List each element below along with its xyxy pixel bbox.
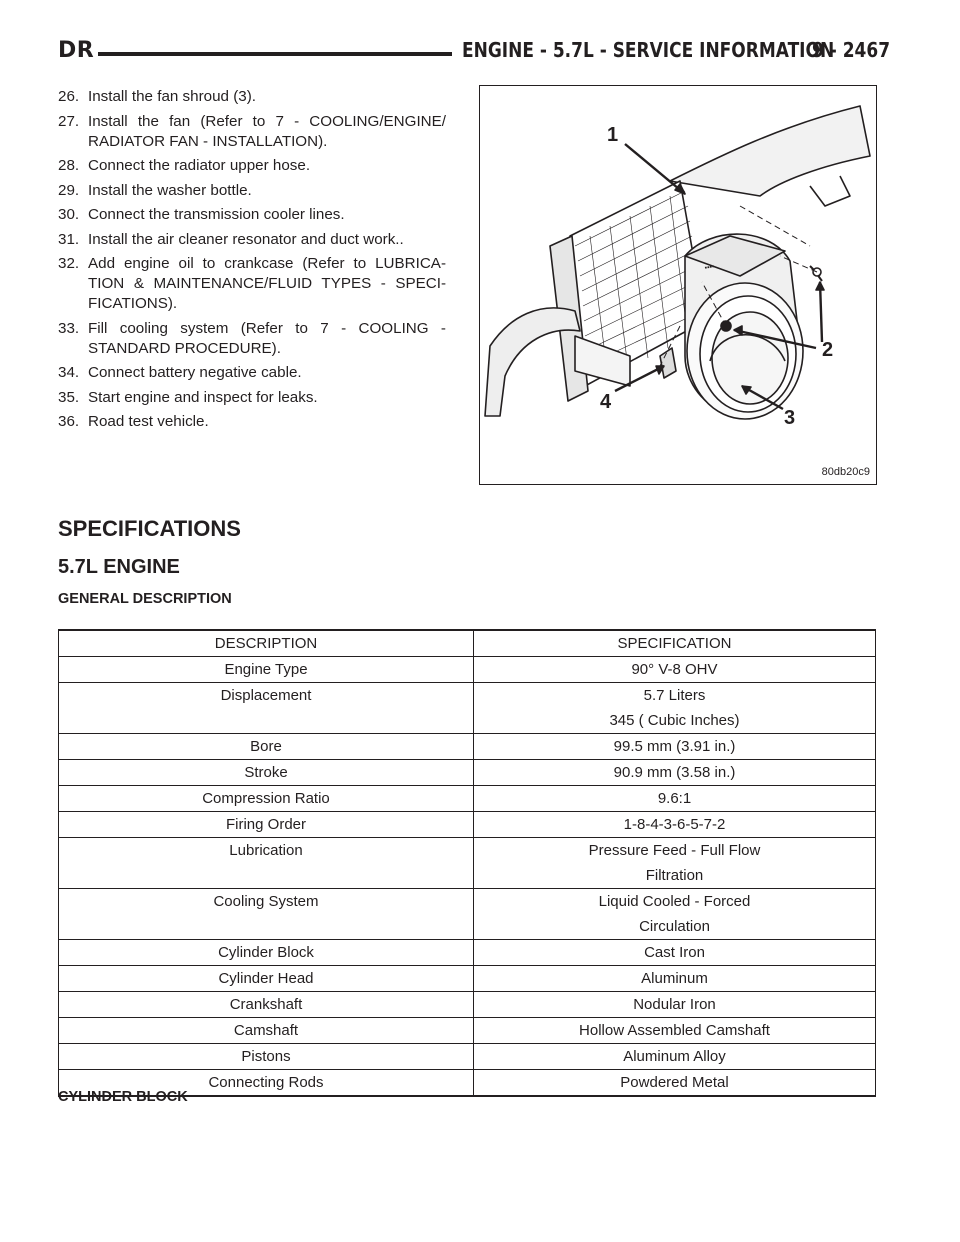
specification-cell [474, 812, 876, 838]
table-row [59, 657, 876, 683]
procedure-step [58, 254, 446, 314]
specification-value: 90° V-8 OHV [631, 661, 718, 678]
specification-value: Circulation [639, 918, 710, 935]
heading-general-description: GENERAL DESCRIPTION [58, 591, 232, 607]
fan-shroud-drawing [480, 86, 876, 484]
heading-specifications: SPECIFICATIONS [58, 516, 241, 541]
specification-value: Nodular Iron [633, 996, 716, 1013]
specification-value: 1-8-4-3-6-5-7-2 [623, 816, 726, 833]
table-row [59, 992, 876, 1018]
description-cell: Cylinder Head [59, 966, 474, 992]
description-cell: Cooling System [59, 889, 474, 940]
step-text: Fill cooling system (Refer to 7 - COOLING - STANDARD PROCEDURE). [88, 319, 446, 357]
table-row [59, 889, 876, 940]
description-cell: Camshaft [59, 1018, 474, 1044]
step-number: 36. [58, 413, 80, 430]
procedure-step [58, 230, 446, 250]
procedure-step [58, 156, 446, 176]
specification-value: Filtration [645, 867, 704, 884]
table-row [59, 966, 876, 992]
specification-cell [474, 683, 876, 734]
specification-cell [474, 1070, 876, 1097]
specification-cell [474, 1044, 876, 1070]
fan-shroud-illustration [479, 85, 877, 485]
step-number: 27. [58, 112, 80, 130]
description-cell: Compression Ratio [59, 786, 474, 812]
specification-cell [474, 1018, 876, 1044]
step-number: 29. [58, 181, 80, 199]
specification-cell [474, 838, 876, 889]
description-cell: Pistons [59, 1044, 474, 1070]
header-title: ENGINE - 5.7L - SERVICE INFORMATION [462, 38, 835, 62]
heading-engine: 5.7L ENGINE [58, 556, 180, 578]
specification-value: 345 ( Cubic Inches) [609, 712, 740, 729]
specification-cell [474, 657, 876, 683]
table-row [59, 1018, 876, 1044]
description-cell: Crankshaft [59, 992, 474, 1018]
specification-value: 99.5 mm (3.91 in.) [613, 738, 736, 755]
step-text: Install the fan (Refer to 7 - COOLING/ENGINE/ RADIATOR FAN - INSTALLATION). [88, 112, 446, 150]
specification-cell [474, 889, 876, 940]
specification-cell [474, 760, 876, 786]
description-cell: Stroke [59, 760, 474, 786]
specification-value: Aluminum Alloy [623, 1048, 726, 1065]
description-cell: Connecting Rods [59, 1070, 474, 1097]
specification-value: Pressure Feed - Full Flow [588, 842, 761, 859]
specification-value: Cast Iron [644, 944, 705, 961]
procedure-step [58, 412, 446, 432]
specification-value: 5.7 Liters [643, 687, 706, 704]
specification-cell [474, 992, 876, 1018]
table-row [59, 734, 876, 760]
step-number: 32. [58, 255, 80, 272]
svg-text:▪▪▪▪: ▪▪▪▪ [704, 263, 716, 272]
step-text: Connect the transmission cooler lines. [88, 206, 345, 223]
specification-value: Hollow Assembled Camshaft [579, 1022, 770, 1039]
callout-2: 2 [822, 339, 834, 361]
procedure-step [58, 112, 446, 152]
specification-value: Powdered Metal [620, 1074, 729, 1091]
callout-4: 4 [600, 391, 612, 413]
procedure-step [58, 319, 446, 359]
description-cell: Lubrication [59, 838, 474, 889]
table-row [59, 786, 876, 812]
procedure-step [58, 87, 446, 107]
figure-code: 80db20c9 [821, 466, 870, 478]
table-row [59, 1044, 876, 1070]
step-number: 31. [58, 230, 80, 248]
header-page-number: 9 - 2467 [812, 38, 891, 62]
step-number: 33. [58, 319, 80, 337]
description-cell: Displacement [59, 683, 474, 734]
step-text: Road test vehicle. [88, 413, 209, 430]
step-text: Connect the radiator upper hose. [88, 157, 311, 174]
step-text: Install the fan shroud (3). [88, 88, 256, 105]
step-text: Install the air cleaner resonator and duct work.. [88, 230, 404, 248]
step-text: Connect battery negative cable. [88, 364, 302, 381]
callout-1: 1 [607, 124, 619, 146]
column-header-description: DESCRIPTION [59, 630, 474, 657]
column-header-specification: SPECIFICATION [474, 630, 876, 657]
procedure-step [58, 181, 446, 201]
header-section-code: DR [58, 38, 95, 63]
step-number: 34. [58, 364, 80, 381]
specification-value: 90.9 mm (3.58 in.) [613, 764, 736, 781]
specification-value: Aluminum [641, 970, 708, 987]
table-row [59, 812, 876, 838]
step-text: Start engine and inspect for leaks. [88, 388, 318, 406]
step-number: 30. [58, 206, 80, 223]
step-number: 28. [58, 157, 80, 174]
procedure-step [58, 388, 446, 408]
heading-cylinder-block: CYLINDER BLOCK [58, 1089, 188, 1105]
description-cell: Firing Order [59, 812, 474, 838]
header-rule [98, 52, 452, 56]
procedure-step [58, 363, 446, 383]
table-header-row [59, 630, 876, 657]
step-number: 26. [58, 88, 80, 105]
table-row [59, 838, 876, 889]
table-row [59, 940, 876, 966]
specification-cell [474, 966, 876, 992]
table-row [59, 683, 876, 734]
table-body [59, 657, 876, 1097]
general-description-table [58, 629, 876, 1097]
step-text: Install the washer bottle. [88, 181, 252, 199]
table-row [59, 760, 876, 786]
description-cell: Engine Type [59, 657, 474, 683]
specification-value: Liquid Cooled - Forced [598, 893, 751, 910]
description-cell: Cylinder Block [59, 940, 474, 966]
procedure-step [58, 205, 446, 225]
step-number: 35. [58, 388, 80, 406]
step-text: Add engine oil to crankcase (Refer to LUBRICA- TION & MAINTENANCE/FLUID TYPES - SPECI- FICATIONS). [88, 255, 446, 312]
callout-3: 3 [784, 407, 796, 429]
description-cell: Bore [59, 734, 474, 760]
specification-cell [474, 734, 876, 760]
procedure-steps [58, 87, 446, 437]
specification-cell [474, 940, 876, 966]
specification-cell [474, 786, 876, 812]
specification-value: 9.6:1 [657, 790, 692, 807]
